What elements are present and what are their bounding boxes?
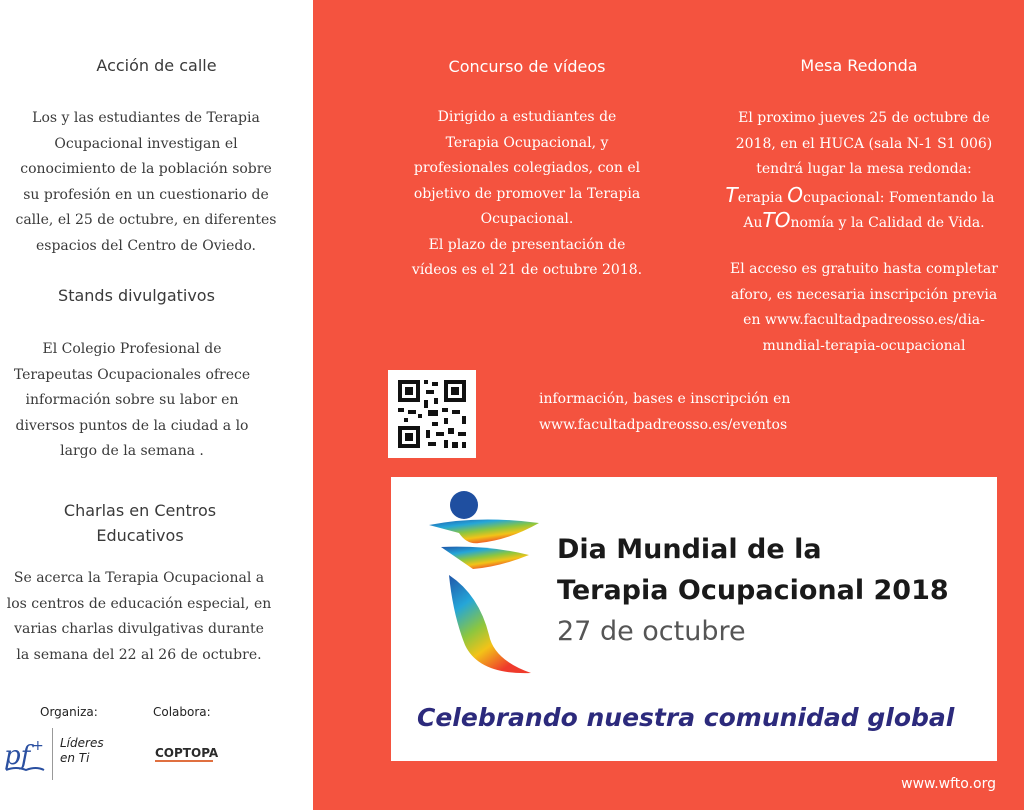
pf-logo-text: pf: [4, 741, 31, 771]
coptopa-logo: [155, 742, 219, 770]
wfto-banner: [391, 477, 997, 761]
mesa-line-5: [713, 208, 1015, 237]
logo-divider: [52, 728, 53, 780]
organiza-label: Organiza:: [40, 705, 98, 719]
stands-text: El Colegio Profesional de Terapeutas Ocupacionales ofrece información sobre su labor en diversos puntos de la ciudad a lo largo de la semana .: [13, 341, 251, 459]
mesa-line-5-b: nomía y la Calidad de Vida.: [790, 215, 985, 231]
coptopa-logo-bar: [155, 760, 213, 762]
banner-line-3: 27 de octubre: [557, 616, 746, 647]
mesa-cap-o: O: [787, 183, 803, 207]
lideres-logo: [60, 736, 110, 776]
left-panel: [0, 0, 313, 810]
colabora-label: Colabora:: [153, 705, 211, 719]
wfto-figure-logo: [419, 485, 569, 685]
coptopa-logo-text: COPTOPA: [155, 746, 219, 760]
stands-title: Stands divulgativos: [58, 286, 215, 305]
accion-title: Acción de calle: [96, 56, 217, 75]
mesa-cap-to: TO: [762, 208, 791, 232]
qr-code[interactable]: [388, 370, 476, 458]
accion-text: Los y las estudiantes de Terapia Ocupacional investigan el conocimiento de la población sobre su profesión en un cuestionario de calle, el 25 de octubre, en diferentes espacios del Centro de Oviedo.: [15, 110, 277, 254]
banner-tagline: Celebrando nuestra comunidad global: [417, 703, 955, 732]
pf-logo-plus: +: [32, 738, 44, 754]
info-text: información, bases e inscripción en www.facultadpadreosso.es/eventos: [539, 391, 791, 433]
pf-logo: [2, 732, 48, 778]
charlas-text: Se acerca la Terapia Ocupacional a los centros de educación especial, en varias charlas divulgativas durante la semana del 22 al 26 de octubre.: [6, 570, 272, 663]
concurso-title: Concurso de vídeos: [448, 57, 606, 76]
mesa-line-5-a: Au: [743, 215, 763, 231]
qr-code-graphic: [388, 370, 476, 458]
banner-line-2: Terapia Ocupacional 2018: [557, 575, 949, 606]
mesa-line-4-a: erapia: [737, 190, 788, 206]
mesa-text-1: El proximo jueves 25 de octubre de 2018, en el HUCA (sala N-1 S1 006) tendrá lugar la mesa redonda:: [735, 110, 993, 177]
concurso-text: Dirigido a estudiantes de Terapia Ocupacional, y profesionales colegiados, con el objetivo de promover la Terapia Ocupacional. El plazo de presentación de vídeos es el 21 de octubre 2018.: [411, 109, 643, 278]
banner-line-1: Dia Mundial de la: [557, 534, 822, 565]
wfto-url[interactable]: www.wfto.org: [901, 776, 996, 792]
charlas-title: Charlas en Centros Educativos: [63, 501, 217, 545]
right-panel: [313, 0, 1024, 810]
mesa-cap-t: T: [725, 183, 738, 207]
lideres-logo-text: Líderes en Ti: [60, 736, 104, 765]
mesa-title: Mesa Redonda: [800, 56, 918, 75]
mesa-line-4-b: cupacional: Fomentando la: [803, 190, 995, 206]
mesa-text-2: El acceso es gratuito hasta completar aforo, es necesaria inscripción previa en www.facultadpadreosso.es/dia- mundial-terapia-ocupacional: [730, 261, 998, 354]
